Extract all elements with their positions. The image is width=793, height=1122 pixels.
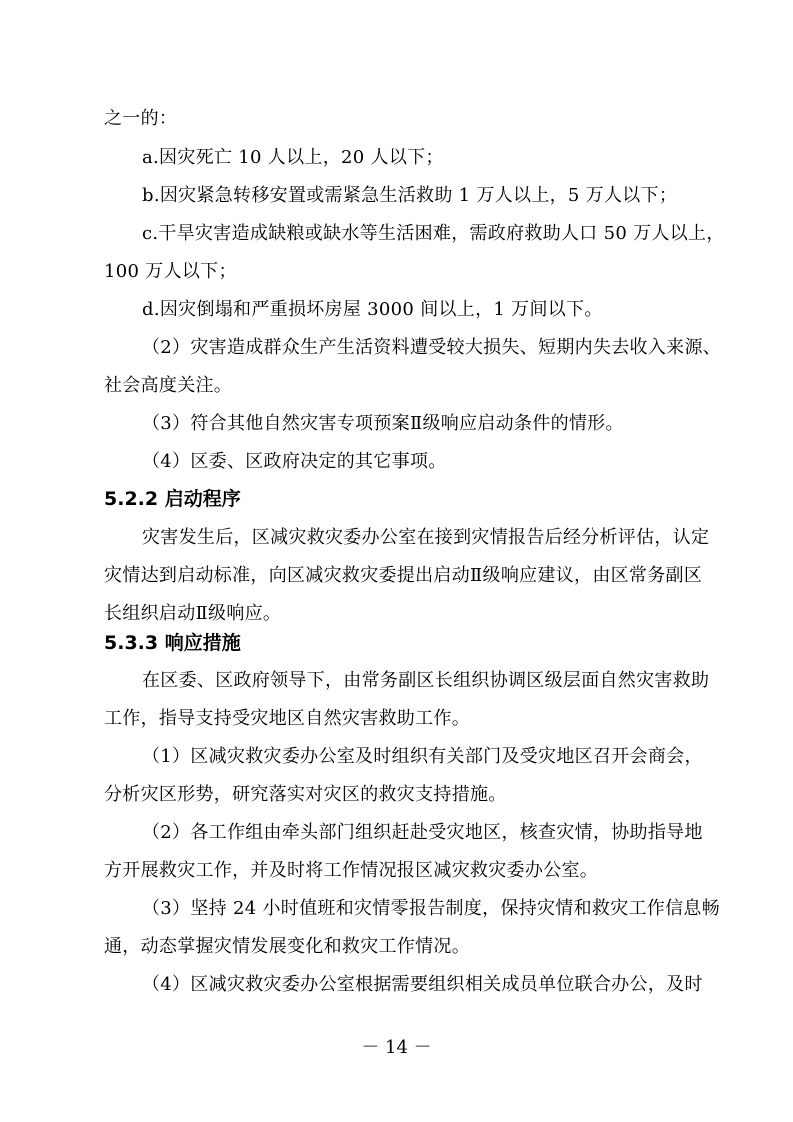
text-line: 社会高度关注。 — [104, 375, 233, 396]
text-line: c.干旱灾害造成缺粮或缺水等生活困难，需政府救助人口 50 万人以上， — [142, 223, 725, 244]
text-line: （2）灾害造成群众生产生活资料遭受较大损失、短期内失去收入来源、 — [142, 337, 722, 358]
text-line: b.因灾紧急转移安置或需紧急生活救助 1 万人以上，5 万人以下； — [142, 185, 678, 206]
text-line: 在区委、区政府领导下，由常务副区长组织协调区级层面自然灾害救助 — [142, 670, 710, 691]
text-line: 灾害发生后，区减灾救灾委办公室在接到灾情报告后经分析评估，认定 — [142, 527, 710, 548]
text-line: 工作，指导支持受灾地区自然灾害救助工作。 — [104, 708, 470, 729]
text-line: （4）区委、区政府决定的其它事项。 — [142, 451, 447, 472]
section-heading-5-3-3: 5.3.3 响应措施 — [104, 632, 241, 654]
text-line: 之一的： — [104, 108, 178, 129]
section-heading-5-2-2: 5.2.2 启动程序 — [104, 488, 241, 510]
text-line: 分析灾区形势，研究落实对灾区的救灾支持措施。 — [104, 784, 507, 805]
text-line: a.因灾死亡 10 人以上，20 人以下； — [142, 147, 444, 168]
text-line: （3）坚持 24 小时值班和灾情零报告制度，保持灾情和救灾工作信息畅 — [142, 898, 720, 919]
page-number: － 14 － — [361, 1037, 432, 1058]
text-line: 长组织启动Ⅱ级响应。 — [104, 603, 282, 624]
text-line: （3）符合其他自然灾害专项预案Ⅱ级响应启动条件的情形。 — [142, 413, 624, 434]
text-line: （2）各工作组由牵头部门组织赶赴受灾地区，核查灾情，协助指导地 — [142, 822, 703, 843]
text-line: （4）区减灾救灾委办公室根据需要组织相关成员单位联合办公，及时 — [142, 974, 703, 995]
text-line: 100 万人以下； — [104, 261, 237, 282]
text-line: 方开展救灾工作，并及时将工作情况报区减灾救灾委办公室。 — [104, 860, 599, 881]
text-line: d.因灾倒塌和严重损坏房屋 3000 间以上，1 万间以下。 — [142, 299, 603, 320]
text-line: 灾情达到启动标准，向区减灾救灾委提出启动Ⅱ级响应建议，由区常务副区 — [104, 565, 703, 586]
text-line: 通，动态掌握灾情发展变化和救灾工作情况。 — [104, 936, 470, 957]
text-line: （1）区减灾救灾委办公室及时组织有关部门及受灾地区召开会商会， — [142, 746, 703, 767]
